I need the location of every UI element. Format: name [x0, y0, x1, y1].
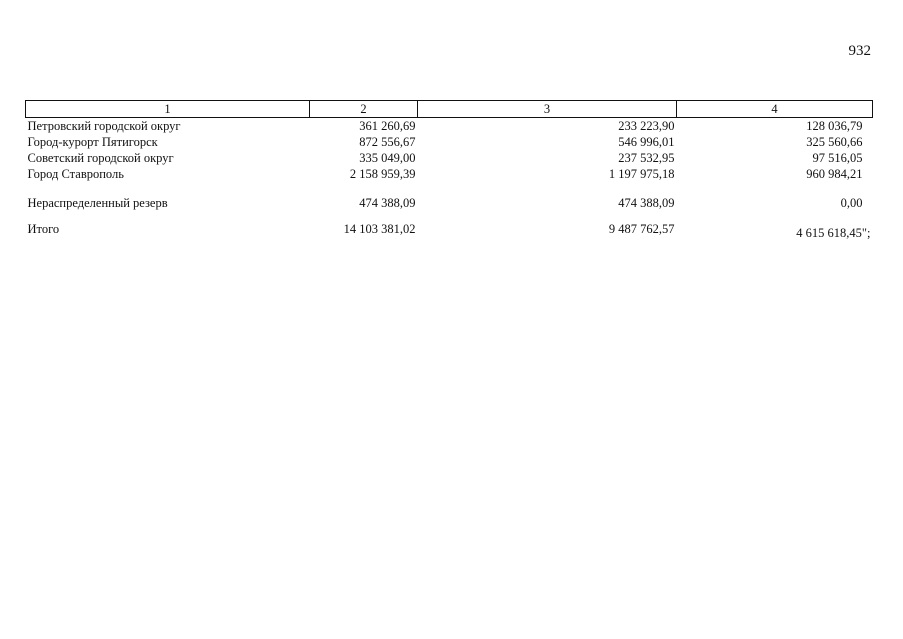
row-name: Нераспределенный резерв: [27, 196, 168, 210]
column-header-4: 4: [677, 101, 873, 118]
column-header-2: 2: [310, 101, 418, 118]
cell-col-3: 9 487 762,57: [608, 222, 675, 236]
spacer-row: [26, 211, 873, 221]
cell-col-2: 14 103 381,02: [343, 222, 416, 236]
cell-col-2: 872 556,67: [359, 135, 416, 149]
table-row: [26, 134, 873, 150]
reserve-row: [26, 195, 873, 211]
cell-col-3: 474 388,09: [618, 196, 675, 210]
cell-col-2: 474 388,09: [359, 196, 416, 210]
table-row: [26, 166, 873, 182]
cell-col-3: 546 996,01: [618, 135, 675, 149]
spacer-row: [26, 182, 873, 195]
row-name: Советский городской округ: [27, 151, 174, 165]
table-body: [26, 118, 873, 242]
cell-col-4: 960 984,21: [806, 167, 863, 181]
column-header-1: 1: [26, 101, 310, 118]
cell-col-4: 97 516,05: [812, 151, 863, 165]
total-row: [26, 221, 873, 241]
row-name: Город-курорт Пятигорск: [27, 135, 158, 149]
row-name: Петровский городской округ: [27, 119, 181, 133]
table-header: [26, 101, 873, 118]
cell-col-4: 0,00: [840, 196, 863, 210]
cell-col-4: 4 615 618,45";: [796, 226, 871, 240]
cell-col-4: 325 560,66: [806, 135, 863, 149]
cell-col-2: 361 260,69: [359, 119, 416, 133]
table-row: [26, 118, 873, 135]
budget-table: [25, 100, 873, 241]
cell-col-2: 335 049,00: [359, 151, 416, 165]
page-number: 932: [848, 43, 871, 59]
column-header-3: 3: [418, 101, 677, 118]
header-row: [26, 101, 873, 118]
cell-col-3: 233 223,90: [618, 119, 675, 133]
spacer-cell: [26, 211, 873, 221]
cell-col-4: 128 036,79: [806, 119, 863, 133]
row-name: Город Ставрополь: [27, 167, 124, 181]
cell-col-3: 237 532,95: [618, 151, 675, 165]
table-row: [26, 150, 873, 166]
spacer-cell: [26, 182, 873, 195]
cell-col-2: 2 158 959,39: [349, 167, 416, 181]
cell-col-3: 1 197 975,18: [608, 167, 675, 181]
row-name: Итого: [27, 222, 60, 236]
